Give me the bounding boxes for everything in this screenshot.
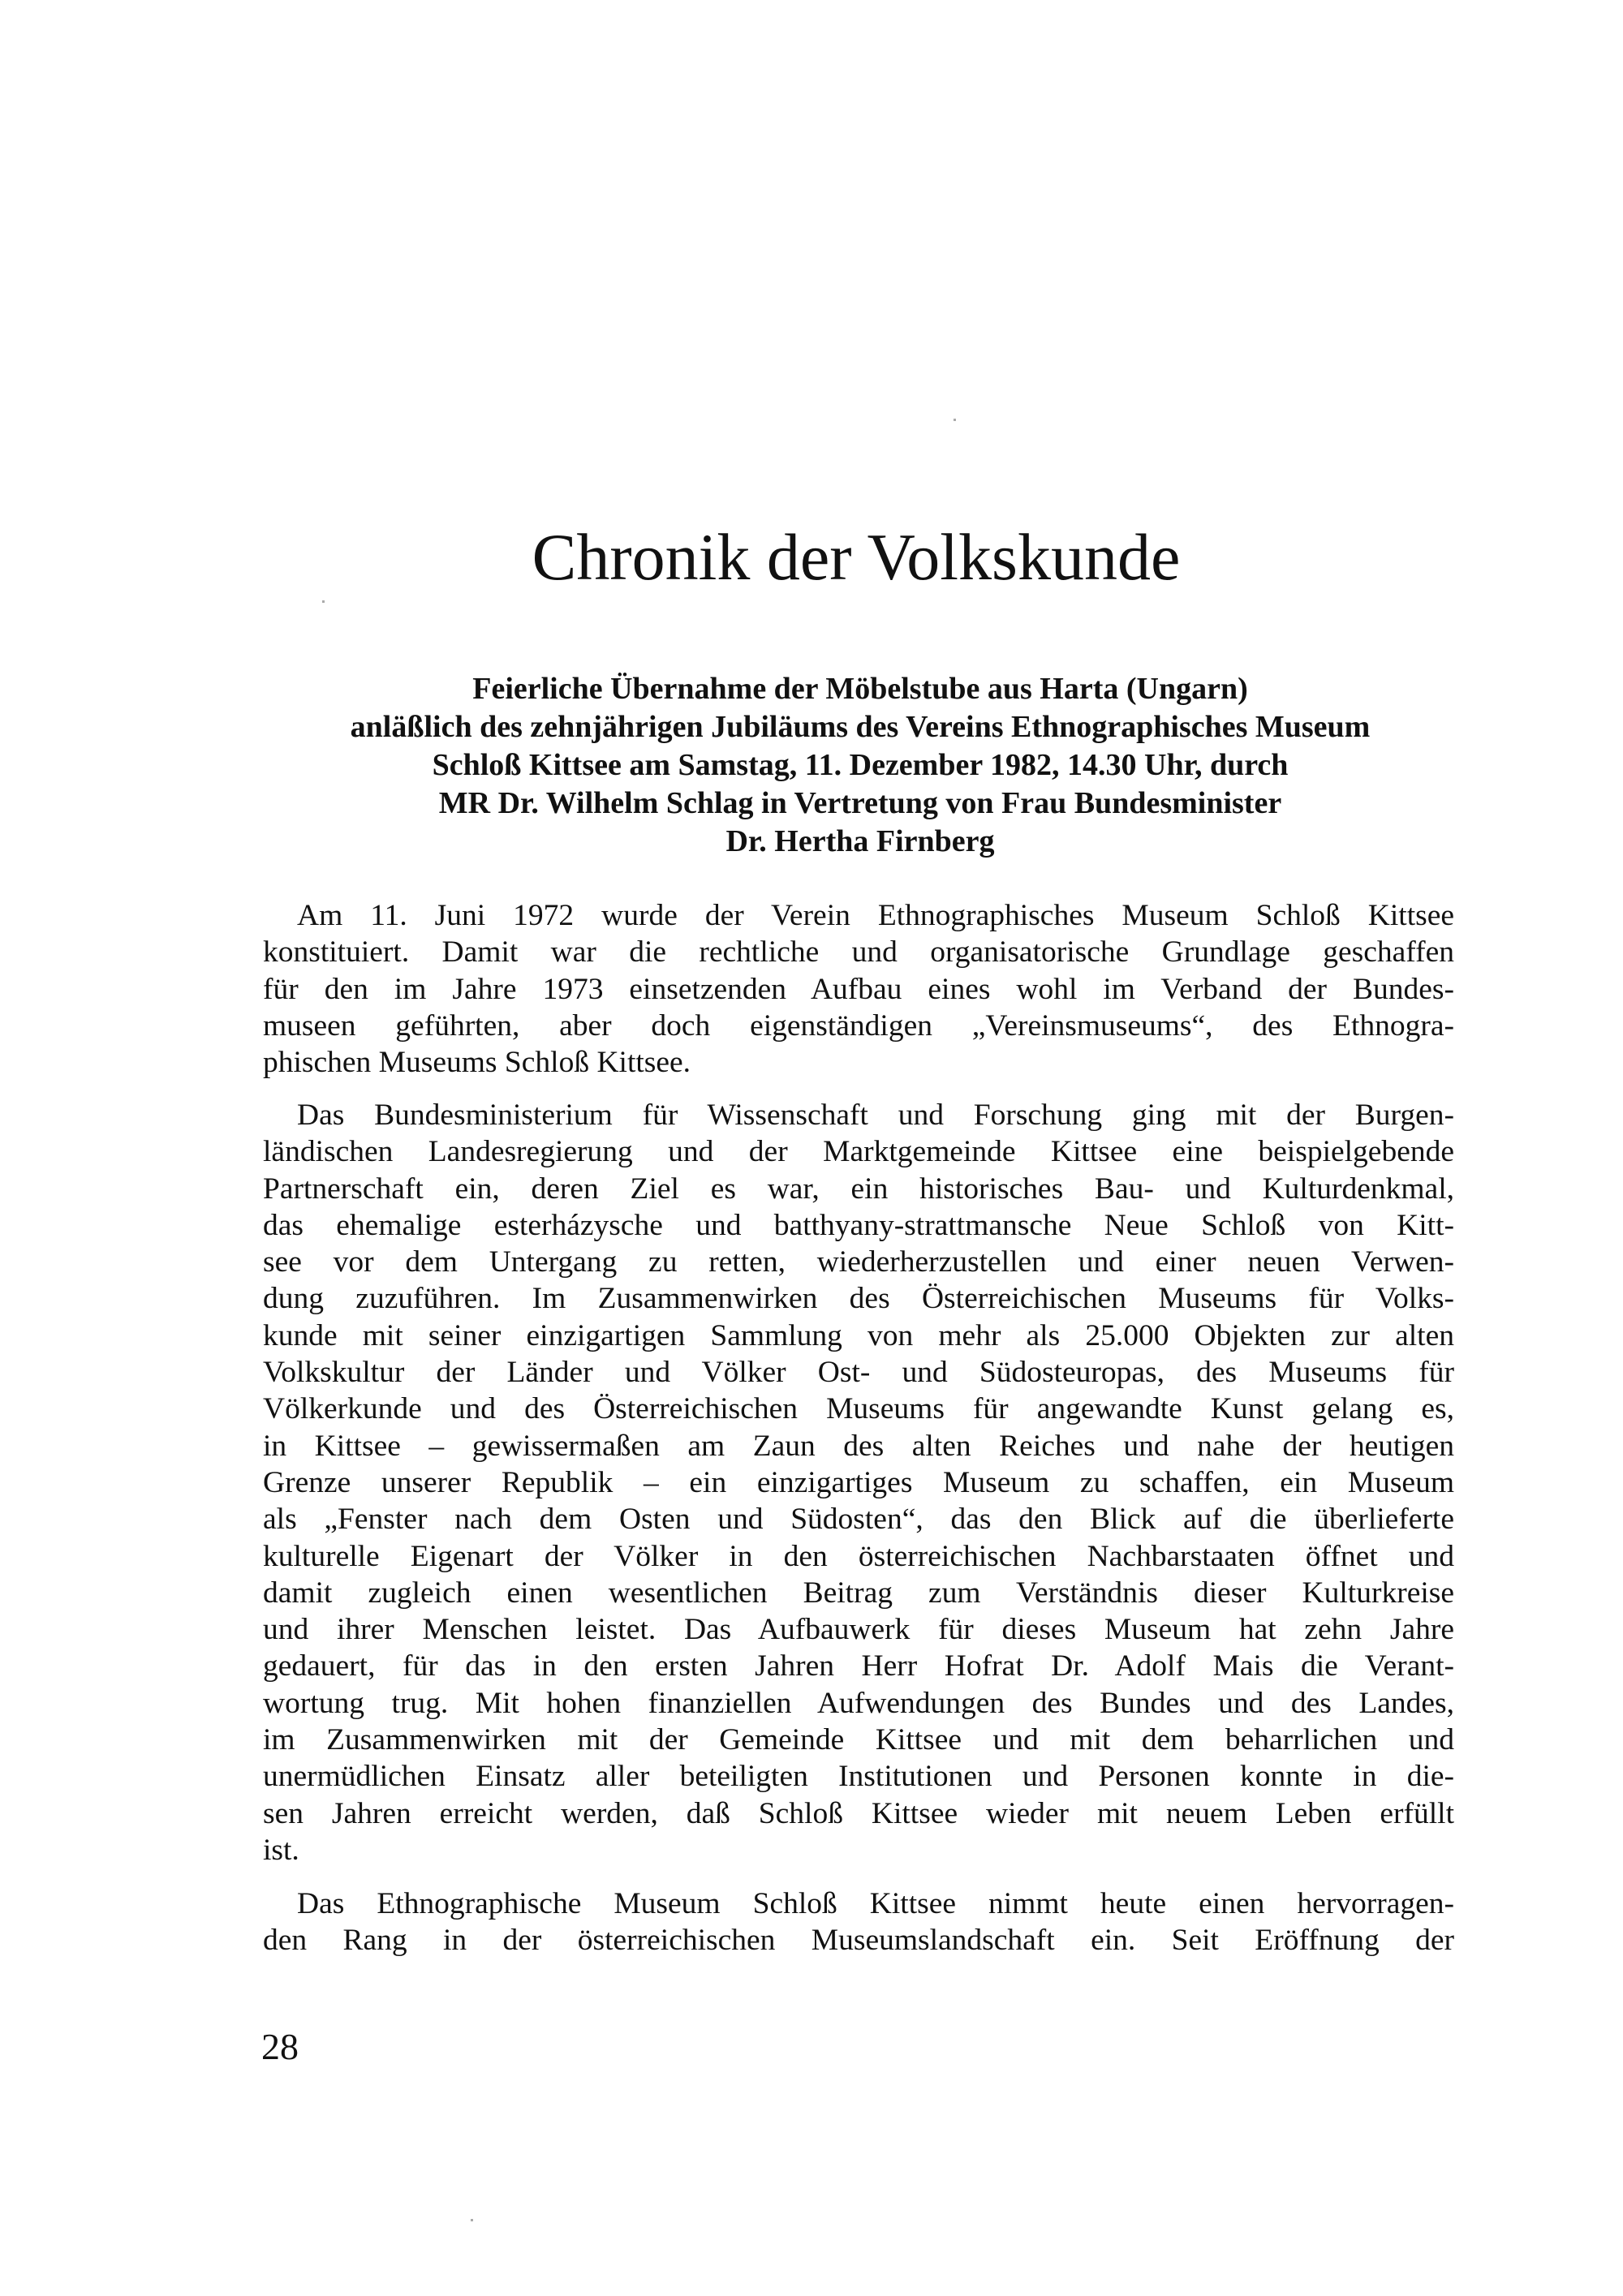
paragraph-3 (263, 1885, 1454, 1959)
text-line: und ihrer Menschen leistet. Das Aufbauwerk für dieses Museum hat zehn Jahre (263, 1613, 1454, 1647)
text-line: phischen Museums Schloß Kittsee. (263, 1046, 691, 1080)
text-line: im Zusammenwirken mit der Gemeinde Kittsee und mit dem beharrlichen und (263, 1723, 1454, 1757)
scan-speck (322, 600, 325, 603)
paragraph-1 (263, 897, 1454, 1081)
text-line: den Rang in der österreichischen Museumslandschaft ein. Seit Eröffnung der (263, 1924, 1454, 1958)
text-line: gedauert, für das in den ersten Jahren Herr Hofrat Dr. Adolf Mais die Verant- (263, 1649, 1454, 1683)
text-line: ist. (263, 1833, 299, 1867)
text-line: Volkskultur der Länder und Völker Ost- und Südosteuropas, des Museums für (263, 1356, 1454, 1390)
text-line: kunde mit seiner einzigartigen Sammlung von mehr als 25.000 Objekten zur alten (263, 1318, 1454, 1352)
text-line: Das Ethnographische Museum Schloß Kittsee nimmt heute einen hervorragen- (297, 1887, 1454, 1920)
text-line: Partnerschaft ein, deren Ziel es war, ein historisches Bau- und Kulturdenkmal, (263, 1172, 1454, 1206)
text-line: das ehemalige esterházysche und batthyany-strattmansche Neue Schloß von Kitt- (263, 1208, 1454, 1242)
scan-speck (471, 2219, 473, 2221)
paragraph-2 (263, 1097, 1454, 1868)
text-line: dung zuzuführen. Im Zusammenwirken des Österreichischen Museums für Volks- (263, 1282, 1454, 1316)
heading-line: anläßlich des zehnjährigen Jubiläums des Vereins Ethnographisches Museum (350, 710, 1371, 744)
text-line: damit zugleich einen wesentlichen Beitrag zum Verständnis dieser Kulturkreise (263, 1576, 1454, 1610)
text-line: als „Fenster nach dem Osten und Südosten“, das den Blick auf die überlieferte (263, 1503, 1454, 1537)
text-line: in Kittsee – gewissermaßen am Zaun des alten Reiches und nahe der heutigen (263, 1429, 1454, 1463)
text-line: ländischen Landesregierung und der Marktgemeinde Kittsee eine beispielgebende (263, 1135, 1454, 1169)
heading-line: Schloß Kittsee am Samstag, 11. Dezember 1982, 14.30 Uhr, durch (432, 748, 1289, 782)
text-line: see vor dem Untergang zu retten, wiederherzustellen und einer neuen Verwen- (263, 1245, 1454, 1279)
page-number: 28 (261, 2026, 299, 2067)
text-line: konstituiert. Damit war die rechtliche und organisatorische Grundlage geschaffen (263, 935, 1454, 970)
heading-line: MR Dr. Wilhelm Schlag in Vertretung von Frau Bundesminister (438, 786, 1282, 820)
heading-line: Dr. Hertha Firnberg (725, 824, 995, 858)
article-heading (276, 670, 1444, 861)
heading-line: Feierliche Übernahme der Möbelstube aus Harta (Ungarn) (472, 672, 1248, 706)
text-line: wortung trug. Mit hohen finanziellen Aufwendungen des Bundes und des Landes, (263, 1686, 1454, 1720)
scan-speck (954, 419, 956, 421)
text-line: Das Bundesministerium für Wissenschaft und Forschung ging mit der Burgen- (297, 1099, 1454, 1132)
text-line: für den im Jahre 1973 einsetzenden Aufbau eines wohl im Verband der Bundes- (263, 972, 1454, 1006)
page-title: Chronik der Volkskunde (532, 520, 1181, 594)
text-line: unermüdlichen Einsatz aller beteiligten Institutionen und Personen konnte in die- (263, 1760, 1454, 1794)
text-line: Völkerkunde und des Österreichischen Museums für angewandte Kunst gelang es, (263, 1392, 1454, 1426)
text-line: Grenze unserer Republik – ein einzigartiges Museum zu schaffen, ein Museum (263, 1465, 1454, 1499)
text-line: Am 11. Juni 1972 wurde der Verein Ethnographisches Museum Schloß Kittsee (297, 899, 1454, 932)
text-line: museen geführten, aber doch eigenständigen „Vereinsmuseums“, des Ethnogra- (263, 1008, 1454, 1043)
text-line: kulturelle Eigenart der Völker in den österreichischen Nachbarstaaten öffnet und (263, 1539, 1454, 1573)
text-line: sen Jahren erreicht werden, daß Schloß Kittsee wieder mit neuem Leben erfüllt (263, 1796, 1454, 1830)
